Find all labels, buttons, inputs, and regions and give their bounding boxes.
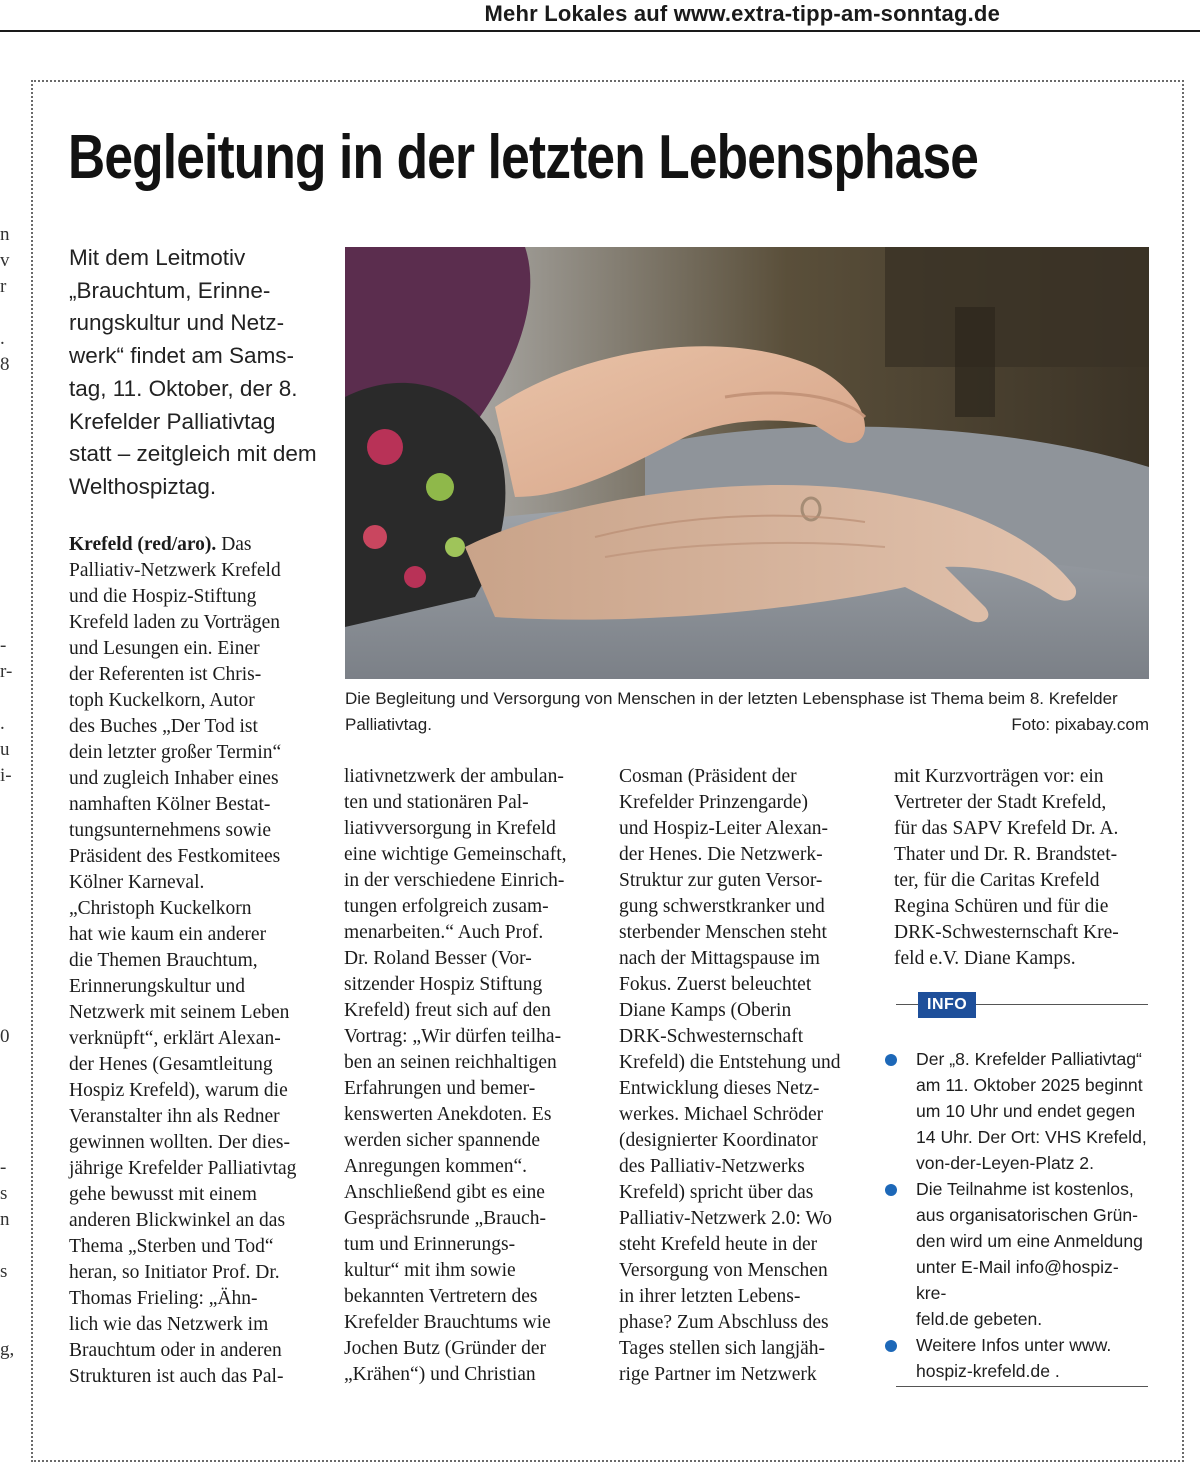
body-column-3: Cosman (Präsident der Krefelder Prinzengarde) und Hospiz-Leiter Alexan- der Henes. Die Netzwerk- Struktur zur guten Versor- gung schwerstkranker und sterbender Menschen steht nach der Mittagspause im Fokus. Zuerst beleuchtet Diane Kamps (Oberin DRK-Schwesternschaft Krefeld) die Entstehung und Entwicklung dieses Netz- werkes. Michael Schröder (designierter Koordinator des Palliativ-Netzwerks Krefeld) spricht über das Palliativ-Netzwerk 2.0: Wo steht Krefeld heute in der Versorgung von Menschen in ihrer letzten Lebens- phase? Zum Abschluss des Tages stellen sich langjäh- rige Partner im Netzwerk (619, 766, 841, 1385)
body-text: Das Palliativ-Netzwerk Krefeld und die Hospiz-Stiftung Krefeld laden zu Vorträgen und Lesungen ein. Einer der Referenten ist Chris- toph Kuckelkorn, Autor des Buches „Der Tod ist dein letzter großer Termin“ und zugleich Inhaber eines namhaften Kölner Bestat- tungsunternehmens sowie Präsident des Festkomitees Kölner Karneval. „Christoph Kuckelkorn hat wie kaum ein anderer die Themen Brauchtum, Erinnerungskultur und Netzwerk mit seinem Leben verknüpft“, erklärt Alexan- der Henes (Gesamtleitung Hospiz Krefeld), warum die Veranstalter ihn als Redner gewinnen wollten. Der dies- jährige Krefelder Palliativtag gehe bewusst mit einem anderen Blickwinkel an das Thema „Sterben und Tod“ heran, so Initiator Prof. Dr. Thomas Frieling: „Ähn- lich wie das Netzwerk im Brauchtum oder in anderen Strukturen ist auch das Pal- (69, 534, 297, 1387)
website-link[interactable]: Mehr Lokales auf www.extra-tipp-am-sonntag.de (484, 1, 1000, 26)
neighbor-column-edge: 0 (0, 1026, 10, 1047)
dateline: Krefeld (red/aro). (69, 534, 217, 555)
caption-text: Die Begleitung und Versorgung von Menschen in der letzten Lebensphase ist Thema beim 8. Krefelder Palliativtag. (345, 689, 1118, 734)
info-item-text: Weitere Infos unter www. hospiz-krefeld.de . (916, 1335, 1112, 1381)
info-item (885, 1332, 1148, 1384)
info-list (885, 1046, 1148, 1384)
article-headline: Begleitung in der letzten Lebensphase (68, 123, 979, 192)
neighbor-column-edge: n v r . 8 (0, 224, 10, 375)
body-column-1 (69, 532, 331, 1390)
neighbor-column-edge: - r- . u i- (0, 635, 13, 786)
info-item (885, 1046, 1148, 1176)
bullet-icon (885, 1184, 897, 1196)
info-item-text: Die Teilnahme ist kostenlos, aus organisatorischen Grün- den wird um eine Anmeldung unter E-Mail info@hospiz-kre- feld.de gebeten. (916, 1179, 1143, 1329)
info-badge: INFO (918, 992, 976, 1018)
article-photo (345, 247, 1149, 679)
article-lead: Mit dem Leitmotiv „Brauchtum, Erinne- rungskultur und Netz- werk“ findet am Sams- tag, 11. Oktober, der 8. Krefelder Palliativtag statt – zeitgleich mit dem Welthospiztag. (69, 245, 317, 499)
bullet-icon (885, 1340, 897, 1352)
body-column-4: mit Kurzvorträgen vor: ein Vertreter der Stadt Krefeld, für das SAPV Krefeld Dr. A. Thater und Dr. R. Brandstet- ter, für die Caritas Krefeld Regina Schüren und für die DRK-Schwesternschaft Kre- feld e.V. Diane Kamps. (894, 766, 1119, 969)
info-item-text: Der „8. Krefelder Palliativtag“ am 11. Oktober 2025 beginnt um 10 Uhr und endet gegen 14 Uhr. Der Ort: VHS Krefeld, von-der-Leyen-Platz 2. (916, 1049, 1147, 1173)
photo-credit: Foto: pixabay.com (1011, 715, 1149, 734)
photo-caption (345, 686, 1149, 738)
neighbor-column-edge: - s n s g, (0, 1157, 14, 1360)
info-item (885, 1176, 1148, 1332)
info-box (896, 990, 1148, 1387)
bullet-icon (885, 1054, 897, 1066)
body-column-2: liativnetzwerk der ambulan- ten und stationären Pal- liativversorgung in Krefeld eine wichtige Gemeinschaft, in der verschiedene Einrich- tungen erfolgreich zusam- menarbeiten.“ Auch Prof. Dr. Roland Besser (Vor- sitzender Hospiz Stiftung Krefeld) freut sich auf den Vortrag: „Wir dürfen teilha- ben an seinen reichhaltigen Erfahrungen und bemer- kenswerten Anekdoten. Es werden sicher spannende Anregungen kommen“. Anschließend gibt es eine Gesprächsrunde „Brauch- tum und Erinnerungs- kultur“ mit ihm sowie bekannten Vertretern des Krefelder Brauchtums wie Jochen Butz (Gründer der „Krähen“) und Christian (344, 766, 567, 1385)
top-bar (0, 0, 1200, 32)
